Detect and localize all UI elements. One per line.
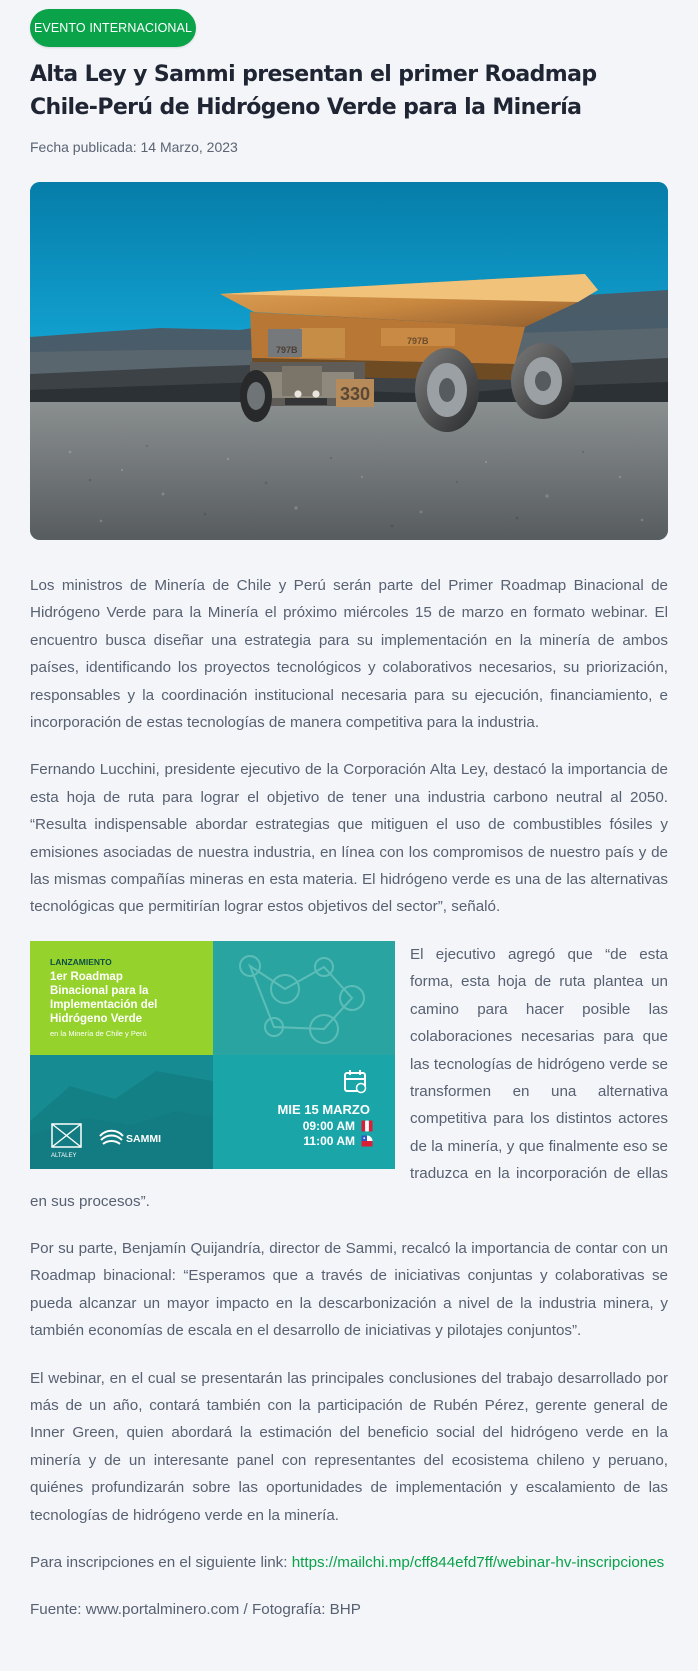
paragraph-2: Fernando Lucchini, presidente ejecutivo de la Corporación Alta Ley, destacó la importancia de esta hoja de ruta para lograr el objetivo de tener una industria carbono neutral al 2050. “Resulta indispensable abordar estrategias que mitiguen el uso de combustibles fósiles y emisiones asociadas de nuestra industria, en línea con los compromisos de nuestro país y de las mismas compañías mineras en esta materia. El hidrógeno verde es una de las alternativas tecnológicas que permitirían lograr estos objetivos del sector”, señaló. (30, 761, 668, 916)
svg-text:797B: 797B (276, 345, 298, 355)
paragraph-4: Por su parte, Benjamín Quijandría, director de Sammi, recalcó la importancia de contar con un Roadmap binacional: “Esperamos que a través de iniciativas conjuntas y colaborativas se pueda alcanzar un mayor impacto en la descarbonización a nivel de la industria minera, y también economías de escala en el desarrollo de iniciativas y pilotajes conjuntos”. (30, 1239, 668, 1340)
webinar-announcement-image (30, 941, 395, 1169)
source-credit: Fuente: www.portalminero.com / Fotografía: BHP (30, 1601, 361, 1619)
registration-link[interactable]: https://mailchi.mp/cff844efd7ff/webinar-hv-inscripciones (291, 1554, 665, 1571)
registration-paragraph (30, 1549, 668, 1576)
paragraph-1: Los ministros de Minería de Chile y Perú serán parte del Primer Roadmap Binacional de Hidrógeno Verde para la Minería el próximo miércoles 15 de marzo en formato webinar. El encuentro busca diseñar una estrategia para su implementación en la minería de ambos países, identificando los proyectos tecnológicos y colaborativos necesarios, su priorización, responsables y la coordinación institucional necesaria para su ejecución, financiamiento, e incorporación de estas tecnologías de manera competitiva para la industria. (30, 577, 668, 732)
webinar-block (30, 941, 668, 1235)
webinar-line-2: Binacional para la (50, 984, 149, 997)
publication-date: Fecha publicada: 14 Marzo, 2023 (30, 139, 238, 155)
chile-flag-icon (362, 1135, 373, 1146)
peru-flag-icon (362, 1120, 373, 1131)
webinar-line-3: Implementación del (50, 998, 158, 1011)
mining-truck-image (30, 182, 668, 540)
hero-image (30, 182, 668, 540)
category-badge[interactable]: EVENTO INTERNACIONAL (30, 9, 196, 47)
webinar-line-5: en la Minería de Chile y Perú (50, 1028, 147, 1038)
paragraph-5: El webinar, en el cual se presentarán las principales conclusiones del trabajo desarrollado por más de un año, contará también con la participación de Rubén Pérez, gerente general de Inner Green, quien abordará la estimación del beneficio social del hidrógeno verde en la minería y de un interesante panel con representantes del ecosistema chileno y peruano, quiénes profundizarán sobre las oportunidades de implementación y escalamiento de las tecnologías de hidrógeno verde en la minería. (30, 1369, 668, 1524)
article-title: Alta Ley y Sammi presentan el primer Roadmap Chile-Perú de Hidrógeno Verde para la Minería (30, 62, 597, 120)
article-body (30, 572, 668, 1644)
webinar-line-1: 1er Roadmap (50, 970, 123, 983)
webinar-line-4: Hidrógeno Verde (50, 1012, 143, 1025)
webinar-banner-graphic (30, 941, 395, 1169)
registration-label: Para inscripciones en el siguiente link: (30, 1554, 292, 1571)
svg-text:330: 330 (339, 384, 371, 404)
webinar-time-1: 09:00 AM (302, 1118, 355, 1133)
webinar-date: MIE 15 MARZO (277, 1101, 370, 1117)
svg-text:SAMMI: SAMMI (126, 1132, 161, 1145)
webinar-time-2: 11:00 AM (303, 1133, 355, 1148)
svg-text:797B: 797B (407, 336, 429, 346)
svg-text:ALTALEY: ALTALEY (51, 1152, 77, 1159)
paragraph-3: El ejecutivo agregó que “de esta forma, esta hoja de ruta plantea un camino para hacer posible las colaboraciones necesarias para que las tecnologías de hidrógeno verde se transformen en una alternativa competitiva para los distintos actores de la minería, y que finalmente eso se traduzca en la incorporación de ellas en sus procesos”. (30, 945, 668, 1210)
webinar-tag: LANZAMIENTO (50, 956, 112, 967)
